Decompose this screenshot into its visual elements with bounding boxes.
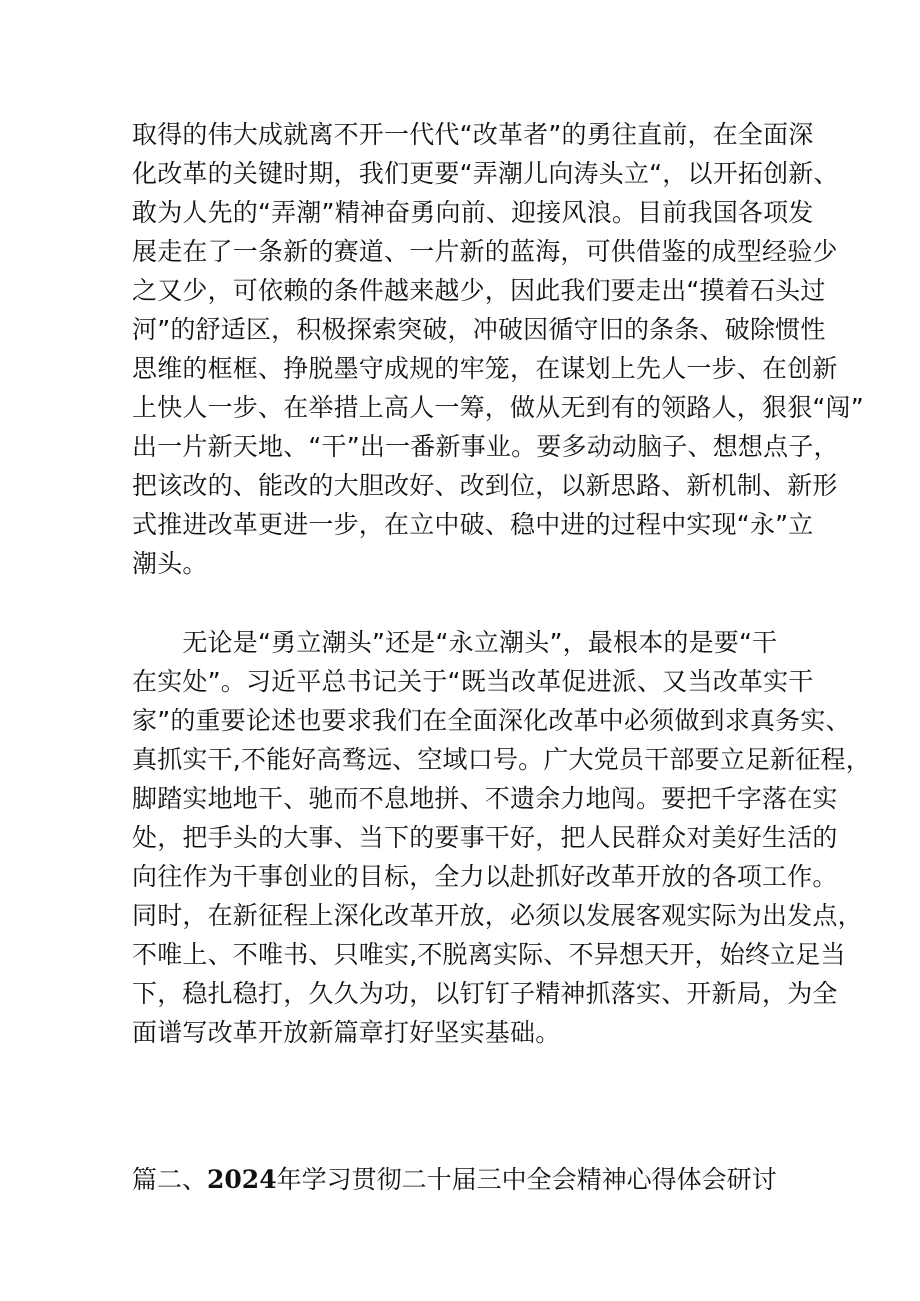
section-heading-prefix: 篇二、: [132, 1165, 208, 1194]
paragraph-line: 取得的伟大成就离不开一代代“改革者”的勇往直前，在全面深: [132, 120, 814, 149]
paragraph-line: 真抓实干,不能好高骛远、空域口号。广大党员干部要立足新征程，: [132, 745, 871, 774]
paragraph-line: 在实处”。习近平总书记关于“既当改革促进派、又当改革实干: [132, 667, 814, 696]
section-heading-year: 2024: [207, 1165, 277, 1194]
paragraph-line: 家”的重要论述也要求我们在全面深化改革中必须做到求真务实、: [132, 706, 851, 735]
section-heading: [132, 1158, 777, 1202]
body-paragraph-1: [132, 115, 864, 583]
paragraph-line: 展走在了一条新的赛道、一片新的蓝海，可供借鉴的成型经验少: [132, 237, 838, 266]
paragraph-line: 面谱写改革开放新篇章打好坚实基础。: [132, 1018, 561, 1047]
paragraph-line: 之又少，可依赖的条件越来越少，因此我们要走出“摸着石头过: [132, 276, 826, 305]
paragraph-line: 式推进改革更进一步，在立中破、稳中进的过程中实现“永”立: [132, 510, 814, 539]
paragraph-line: 同时，在新征程上深化改革开放，必须以发展客观实际为出发点，: [132, 901, 863, 930]
paragraph-line: 潮头。: [132, 549, 208, 578]
paragraph-line: 上快人一步、在举措上高人一筹，做从无到有的领路人，狠狠“闯”: [132, 393, 864, 422]
paragraph-line: 无论是“勇立潮头”还是“永立潮头”，最根本的是要“干: [132, 628, 778, 657]
paragraph-line: 不唯上、不唯书、只唯实,不脱离实际、不异想天开，始终立足当: [132, 940, 846, 969]
section-heading-title: 年学习贯彻二十届三中全会精神心得体会研讨: [276, 1165, 777, 1194]
paragraph-line: 处，把手头的大事、当下的要事干好，把人民群众对美好生活的: [132, 823, 838, 852]
body-paragraph-2: [132, 623, 871, 1052]
paragraph-line: 思维的框框、挣脱墨守成规的牢笼，在谋划上先人一步、在创新: [132, 354, 838, 383]
paragraph-line: 敢为人先的“弄潮”精神奋勇向前、迎接风浪。目前我国各项发: [132, 198, 814, 227]
paragraph-line: 化改革的关键时期，我们更要“弄潮儿向涛头立“，以开拓创新、: [132, 159, 839, 188]
paragraph-line: 出一片新天地、“干”出一番新事业。要多动动脑子、想想点子，: [132, 432, 839, 461]
paragraph-line: 脚踏实地地干、驰而不息地拼、不遗余力地闯。要把千字落在实: [132, 784, 838, 813]
paragraph-line: 把该改的、能改的大胆改好、改到位，以新思路、新机制、新形: [132, 471, 838, 500]
paragraph-line: 向往作为干事创业的目标，全力以赴抓好改革开放的各项工作。: [132, 862, 838, 891]
paragraph-line: 河”的舒适区，积极探索突破，冲破因循守旧的条条、破除惯性: [132, 315, 826, 344]
paragraph-line: 下，稳扎稳打，久久为功，以钉钉子精神抓落实、开新局，为全: [132, 979, 838, 1008]
